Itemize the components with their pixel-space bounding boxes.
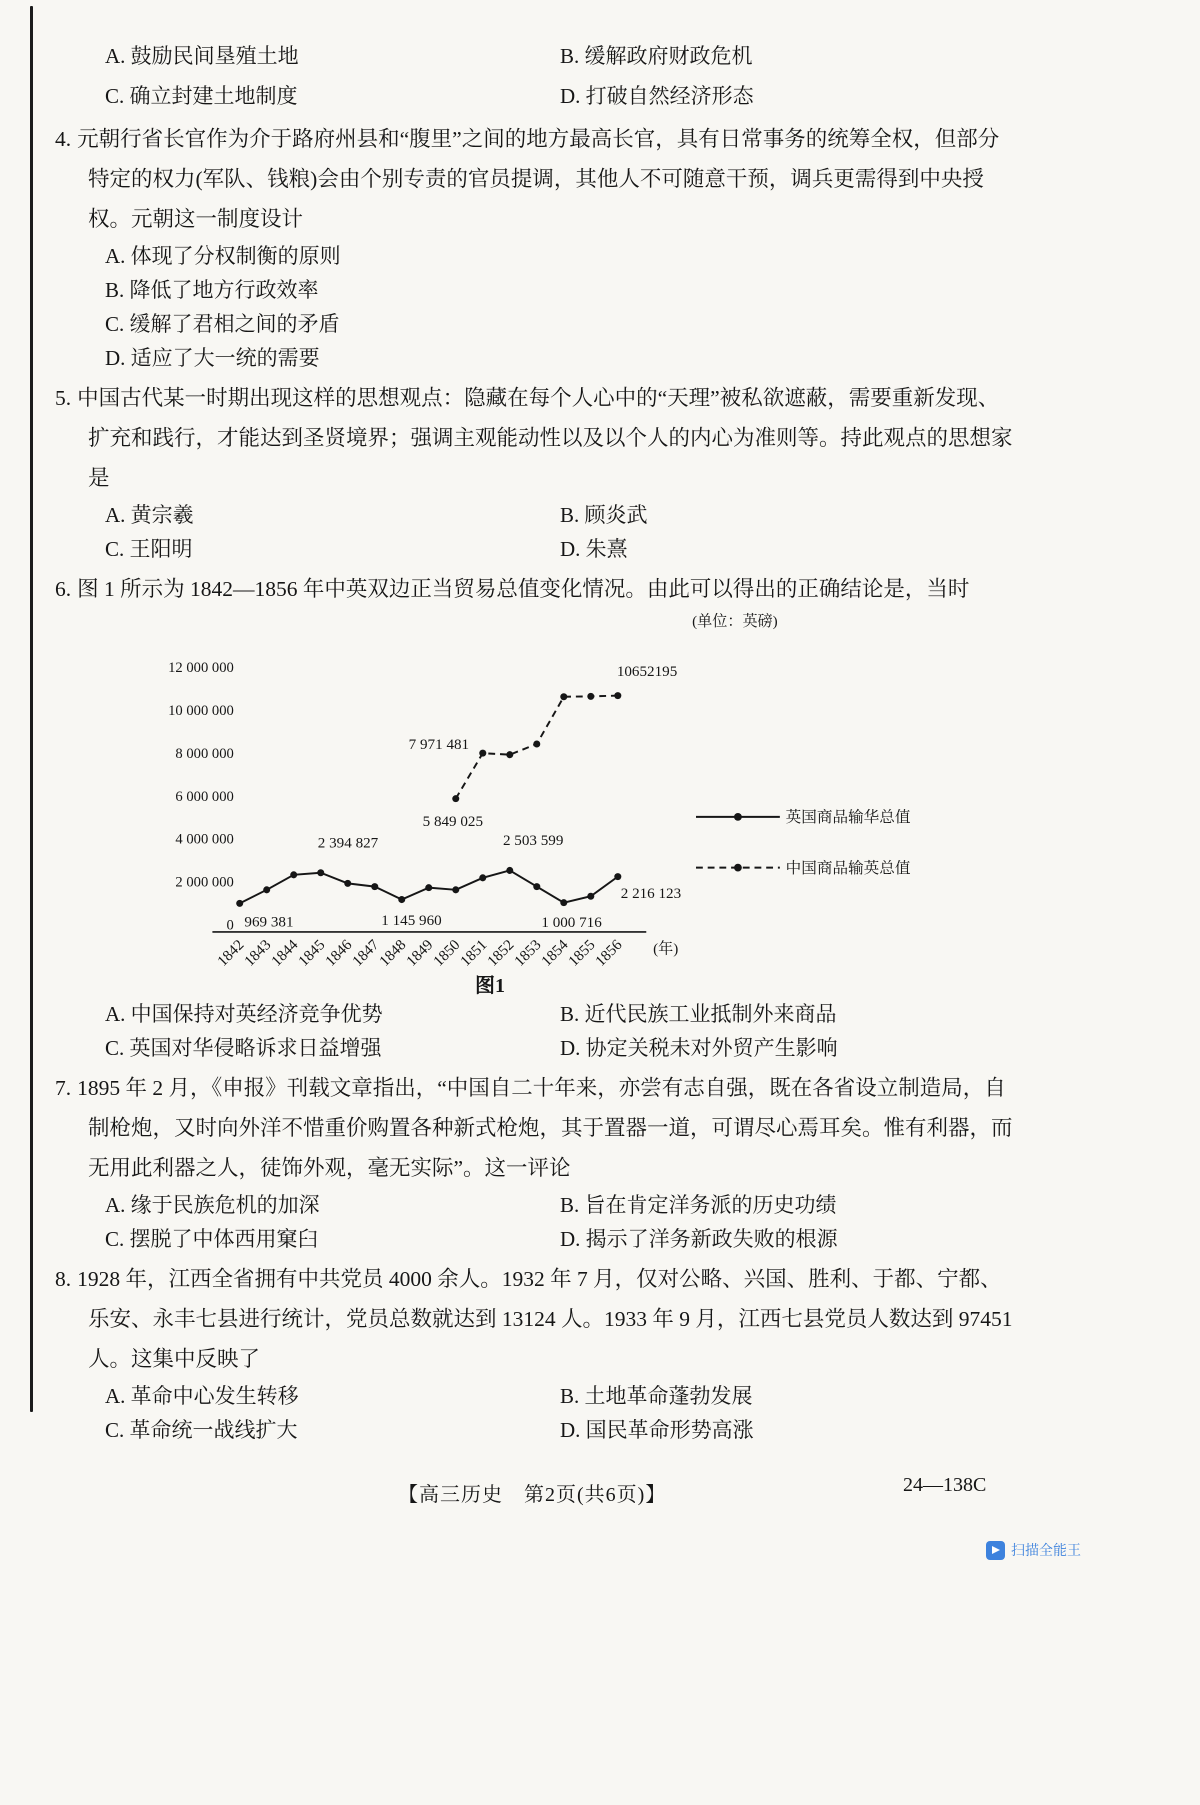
y-tick-label: 4 000 000 xyxy=(175,831,234,848)
y-tick-label: 8 000 000 xyxy=(175,745,234,762)
question-number: 8. xyxy=(55,1267,72,1291)
x-tick-label: 1847 xyxy=(349,937,383,970)
x-tick-label: 1848 xyxy=(376,937,410,970)
option-letter: C. xyxy=(105,537,125,561)
camscanner-icon xyxy=(986,1541,1005,1560)
legend-dot xyxy=(734,813,742,821)
option-B: B. 旨在肯定洋务派的历史功绩 xyxy=(560,1193,837,1217)
option-A: A. 中国保持对英经济竞争优势 xyxy=(105,1002,383,1026)
option-letter: B. xyxy=(560,1002,580,1026)
options-one-col xyxy=(55,239,1020,375)
data-point xyxy=(398,896,405,903)
options-two-col xyxy=(55,997,1020,1065)
figure-1-block xyxy=(150,610,940,996)
option-D: D. 揭示了洋务新政失败的根源 xyxy=(560,1227,838,1251)
option-letter: C. xyxy=(105,1036,125,1060)
chart-unit-label: (单位：英磅) xyxy=(692,613,778,630)
y-tick-label: 12 000 000 xyxy=(168,660,234,677)
option-letter: A. xyxy=(105,1002,126,1026)
options-two-col xyxy=(55,36,1020,116)
data-point xyxy=(560,693,567,700)
option-B: B. 缓解政府财政危机 xyxy=(560,44,753,68)
option-D: D. 打破自然经济形态 xyxy=(560,84,754,108)
option-letter: D. xyxy=(560,1036,581,1060)
point-value-label: 1 000 716 xyxy=(541,915,602,932)
scan-edge-line xyxy=(30,6,33,1412)
option-C: C. 王阳明 xyxy=(105,537,193,561)
data-point xyxy=(344,880,351,887)
option-A: A. 缘于民族危机的加深 xyxy=(105,1193,320,1217)
data-point xyxy=(587,693,594,700)
y-tick-label: 6 000 000 xyxy=(175,788,234,805)
data-point xyxy=(263,886,270,893)
footer-page-info: 【高三历史 第2页(共6页)】 xyxy=(398,1484,667,1506)
point-value-label: 2 216 123 xyxy=(620,886,682,903)
question-stem: 4. 元朝行省长官作为介于路府州县和“腹里”之间的地方最高长官，具有日常事务的统筹全权，但部分特定的权力(军队、钱粮)会由个别专责的官员提调，其他人不可随意干预，调兵更需得到中央授权。元朝这一制度设计 xyxy=(55,127,1000,231)
point-value-label: 2 394 827 xyxy=(317,835,379,852)
y-tick-label: 0 xyxy=(226,917,234,934)
data-point xyxy=(452,795,459,802)
option-letter: C. xyxy=(105,1418,125,1442)
question-number: 7. xyxy=(55,1076,72,1100)
question-6 xyxy=(55,569,1020,1065)
data-point xyxy=(506,867,513,874)
data-point xyxy=(560,899,567,906)
data-point xyxy=(290,871,297,878)
option-D: D. 国民革命形势高涨 xyxy=(560,1418,754,1442)
trade-chart xyxy=(150,610,930,976)
option-letter: D. xyxy=(560,1418,581,1442)
option-letter: B. xyxy=(560,1193,580,1217)
option-C: C. 确立封建土地制度 xyxy=(105,84,298,108)
question-7 xyxy=(55,1068,1020,1256)
option-B: B. 降低了地方行政效率 xyxy=(105,278,319,302)
x-tick-label: 1856 xyxy=(592,937,626,970)
point-value-label: 7 971 481 xyxy=(408,737,470,754)
data-point xyxy=(479,750,486,757)
data-point xyxy=(452,886,459,893)
question-stem: 8. 1928 年，江西全省拥有中共党员 4000 余人。1932 年 7 月，仅对公略、兴国、胜利、于都、宁都、乐安、永丰七县进行统计，党员总数就达到 13124 人。1933 年 9 月，江西七县党员人数达到 97451 人。这集中反映了 xyxy=(55,1267,1013,1371)
data-point xyxy=(533,883,540,890)
data-point xyxy=(506,751,513,758)
scanner-watermark xyxy=(986,1540,1081,1560)
option-letter: A. xyxy=(105,503,126,527)
point-value-label: 969 381 xyxy=(244,914,294,931)
x-tick-label: 1846 xyxy=(322,937,356,970)
data-point xyxy=(479,874,486,881)
option-C: C. 缓解了君相之间的矛盾 xyxy=(105,312,340,336)
option-letter: D. xyxy=(560,537,581,561)
option-letter: B. xyxy=(560,503,580,527)
questions-list xyxy=(55,119,1020,1447)
option-letter: B. xyxy=(105,278,125,302)
question-stem: 6. 图 1 所示为 1842—1856 年中英双边正当贸易总值变化情况。由此可以得出的正确结论是，当时 xyxy=(55,577,970,601)
option-letter: C. xyxy=(105,312,125,336)
option-C: C. 摆脱了中体西用窠臼 xyxy=(105,1227,319,1251)
figure-caption: 图1 xyxy=(475,975,505,997)
x-tick-label: 1844 xyxy=(268,937,302,970)
data-point xyxy=(587,893,594,900)
paper-code: 24—138C xyxy=(903,1474,987,1496)
options-two-col xyxy=(55,1379,1020,1447)
option-C: C. 英国对华侵略诉求日益增强 xyxy=(105,1036,382,1060)
option-B: B. 顾炎武 xyxy=(560,503,648,527)
x-tick-label: 1851 xyxy=(457,937,491,970)
option-A: A. 黄宗羲 xyxy=(105,503,194,527)
option-A: A. 革命中心发生转移 xyxy=(105,1384,299,1408)
x-tick-label: 1850 xyxy=(430,937,464,970)
question-4 xyxy=(55,119,1020,375)
x-tick-label: 1854 xyxy=(538,937,572,970)
data-point xyxy=(236,900,243,907)
data-point xyxy=(614,873,621,880)
legend-label: 英国商品输华总值 xyxy=(785,809,911,827)
question-number: 6. xyxy=(55,577,72,601)
question-number: 5. xyxy=(55,386,72,410)
x-tick-label: 1843 xyxy=(241,937,275,970)
point-value-label: 5 849 025 xyxy=(422,813,484,830)
options-two-col xyxy=(55,498,1020,566)
option-D: D. 适应了大一统的需要 xyxy=(105,346,320,370)
option-letter: C. xyxy=(105,1227,125,1251)
option-C: C. 革命统一战线扩大 xyxy=(105,1418,298,1442)
point-value-label: 1 145 960 xyxy=(381,912,442,929)
y-tick-label: 2 000 000 xyxy=(175,874,234,891)
watermark-text: 扫描全能王 xyxy=(1011,1542,1081,1558)
option-letter: A. xyxy=(105,244,126,268)
option-letter: D. xyxy=(560,84,581,108)
x-tick-label: 1849 xyxy=(403,937,437,970)
y-tick-label: 10 000 000 xyxy=(168,703,234,719)
option-letter: C. xyxy=(105,84,125,108)
option-B: B. 土地革命蓬勃发展 xyxy=(560,1384,753,1408)
data-point xyxy=(614,692,621,699)
data-point xyxy=(371,883,378,890)
x-tick-label: 1853 xyxy=(511,937,545,970)
x-tick-label: 1842 xyxy=(214,937,248,970)
option-letter: A. xyxy=(105,1193,126,1217)
data-point xyxy=(425,884,432,891)
question-5 xyxy=(55,378,1020,566)
x-tick-label: 1845 xyxy=(295,937,329,970)
question-8 xyxy=(55,1259,1020,1447)
option-A: A. 体现了分权制衡的原则 xyxy=(105,244,341,268)
question-3-options-block xyxy=(55,36,1020,116)
option-D: D. 朱熹 xyxy=(560,537,628,561)
point-value-label: 2 503 599 xyxy=(502,833,564,850)
exam-content xyxy=(55,36,1020,1447)
option-B: B. 近代民族工业抵制外来商品 xyxy=(560,1002,837,1026)
data-point xyxy=(533,740,540,747)
option-letter: B. xyxy=(560,1384,580,1408)
option-letter: A. xyxy=(105,1384,126,1408)
x-axis-suffix: (年) xyxy=(653,941,679,958)
option-letter: D. xyxy=(560,1227,581,1251)
option-letter: D. xyxy=(105,346,126,370)
data-point xyxy=(317,869,324,876)
x-tick-label: 1852 xyxy=(484,937,518,970)
question-stem: 5. 中国古代某一时期出现这样的思想观点：隐藏在每个人心中的“天理”被私欲遮蔽，需要重新发现、扩充和践行，才能达到圣贤境界；强调主观能动性以及以个人的内心为准则等。持此观点的思想家是 xyxy=(55,386,1013,490)
options-two-col xyxy=(55,1188,1020,1256)
question-number: 4. xyxy=(55,127,72,151)
option-letter: B. xyxy=(560,44,580,68)
x-tick-label: 1855 xyxy=(565,937,599,970)
option-letter: A. xyxy=(105,44,126,68)
legend-label: 中国商品输英总值 xyxy=(785,859,911,877)
legend-dot xyxy=(734,864,742,872)
point-value-label: 10652195 xyxy=(616,664,678,681)
question-stem: 7. 1895 年 2 月，《申报》刊载文章指出，“中国自二十年来，亦尝有志自强，既在各省设立制造局，自制枪炮，又时向外洋不惜重价购置各种新式枪炮，其于置器一道，可谓尽心焉耳矣。惟有利器，而无用此利器之人，徒饰外观，毫无实际”。这一评论 xyxy=(55,1076,1013,1180)
option-A: A. 鼓励民间垦殖土地 xyxy=(105,44,299,68)
option-D: D. 协定关税未对外贸产生影响 xyxy=(560,1036,838,1060)
